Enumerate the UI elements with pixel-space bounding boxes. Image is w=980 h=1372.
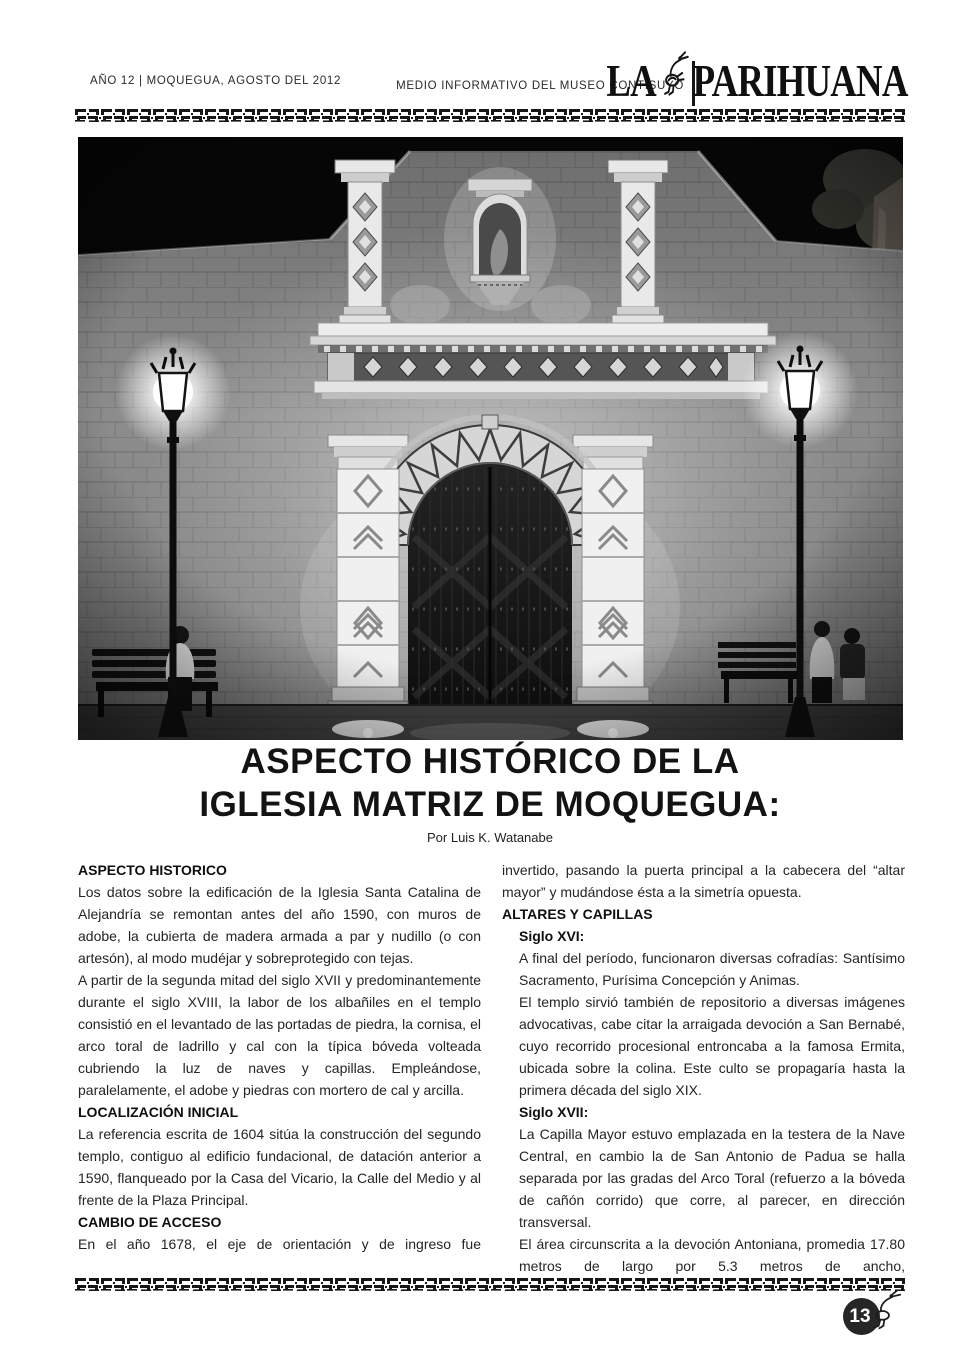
article-title: [0, 740, 980, 826]
masthead: [607, 54, 908, 106]
article-title-line2: IGLESIA MATRIZ DE MOQUEGUA:: [199, 785, 781, 824]
article-body: [78, 859, 905, 1277]
paragraph: El templo sirvió también de repositorio a diversas imágenes advocativas, cabe citar la arraigada devoción a San Bernabé, cuyo recorrido procesional entroncaba a la famosa Ermita, ubicada sobre la colina. Este culto se propagaría hasta la primera década del siglo XIX.: [519, 994, 905, 1098]
paragraph: Los datos sobre la edificación de la Iglesia Santa Catalina de Alejandría se remontan antes del año 1590, con muros de adobe, la cubierta de madera armada a par y nudillo (o con artesón), al modo mudéjar y sobreprotegido con tejas.: [78, 884, 481, 966]
section-heading: ASPECTO HISTORICO: [78, 862, 227, 878]
paragraph: La Capilla Mayor estuvo emplazada en la testera de la Nave Central, en cambio la de San Antonio de Padua se halla separada por las gradas del Arco Toral (refuerzo a la bóveda de cañón corrido) que corre, al parecer, en dirección transversal.: [519, 1126, 905, 1230]
page-bird-icon: [869, 1284, 901, 1339]
parihuana-bird-icon: [659, 49, 689, 112]
paragraph: A partir de la segunda mitad del siglo XVII y predominantemente durante el siglo XVIII, la labor de los albañiles en el templo consistió en el levantado de las portadas de piedra, la cornisa, el arco toral de ladrillo y cal con la típica bóveda volteada cubriendo la luz de naves y capillas. Empleándose, paralelamente, el adobe y piedras con mortero de cal y arcilla.: [78, 972, 481, 1098]
page-number: 13: [849, 1305, 871, 1327]
paragraph: En el año 1678, el eje de orientación y de ingreso fue: [78, 1236, 481, 1252]
church-photo: [78, 137, 903, 740]
byline: Por Luis K. Watanabe: [427, 830, 553, 845]
ornamental-border-bottom: [75, 1277, 905, 1293]
issue-date: AÑO 12 | MOQUEGUA, AGOSTO DEL 2012: [90, 75, 342, 87]
paragraph: La referencia escrita de 1604 sitúa la construcción del segundo templo, contiguo al edificio fundacional, de datación anterior a 1590, flanqueado por la Casa del Vicario, la Calle del Medio y al frente de la Plaza Principal.: [78, 1126, 481, 1208]
masthead-word-parihuana: PARIHUANA: [693, 54, 908, 106]
ornamental-border-top: [75, 108, 905, 124]
article-title-line1: ASPECTO HISTÓRICO DE LA: [240, 742, 740, 781]
section-heading: CAMBIO DE ACCESO: [78, 1214, 222, 1230]
paragraph: invertido, pasando la puerta principal a la cabecera del “altar mayor” y mudándose ésta a la simetría opuesta.: [502, 862, 905, 900]
section-heading: LOCALIZACIÓN INICIAL: [78, 1104, 239, 1120]
paragraph: El área circunscrita a la devoción Antoniana, promedia 17.80 metros de largo por 5.3 metros de ancho,: [519, 1236, 905, 1274]
left-column: [78, 859, 481, 1277]
section-heading: ALTARES Y CAPILLAS: [502, 906, 653, 922]
right-column: [502, 859, 905, 1277]
section-heading: Siglo XVII:: [519, 1104, 589, 1120]
masthead-word-la: LA: [606, 54, 657, 106]
section-heading: Siglo XVI:: [519, 928, 585, 944]
paragraph: A final del período, funcionaron diversas cofradías: Santísimo Sacramento, Purísima Concepción y Animas.: [519, 950, 905, 988]
newsletter-subtitle: MEDIO INFORMATIVO DEL MUSEO CONTISUYO: [396, 80, 684, 92]
